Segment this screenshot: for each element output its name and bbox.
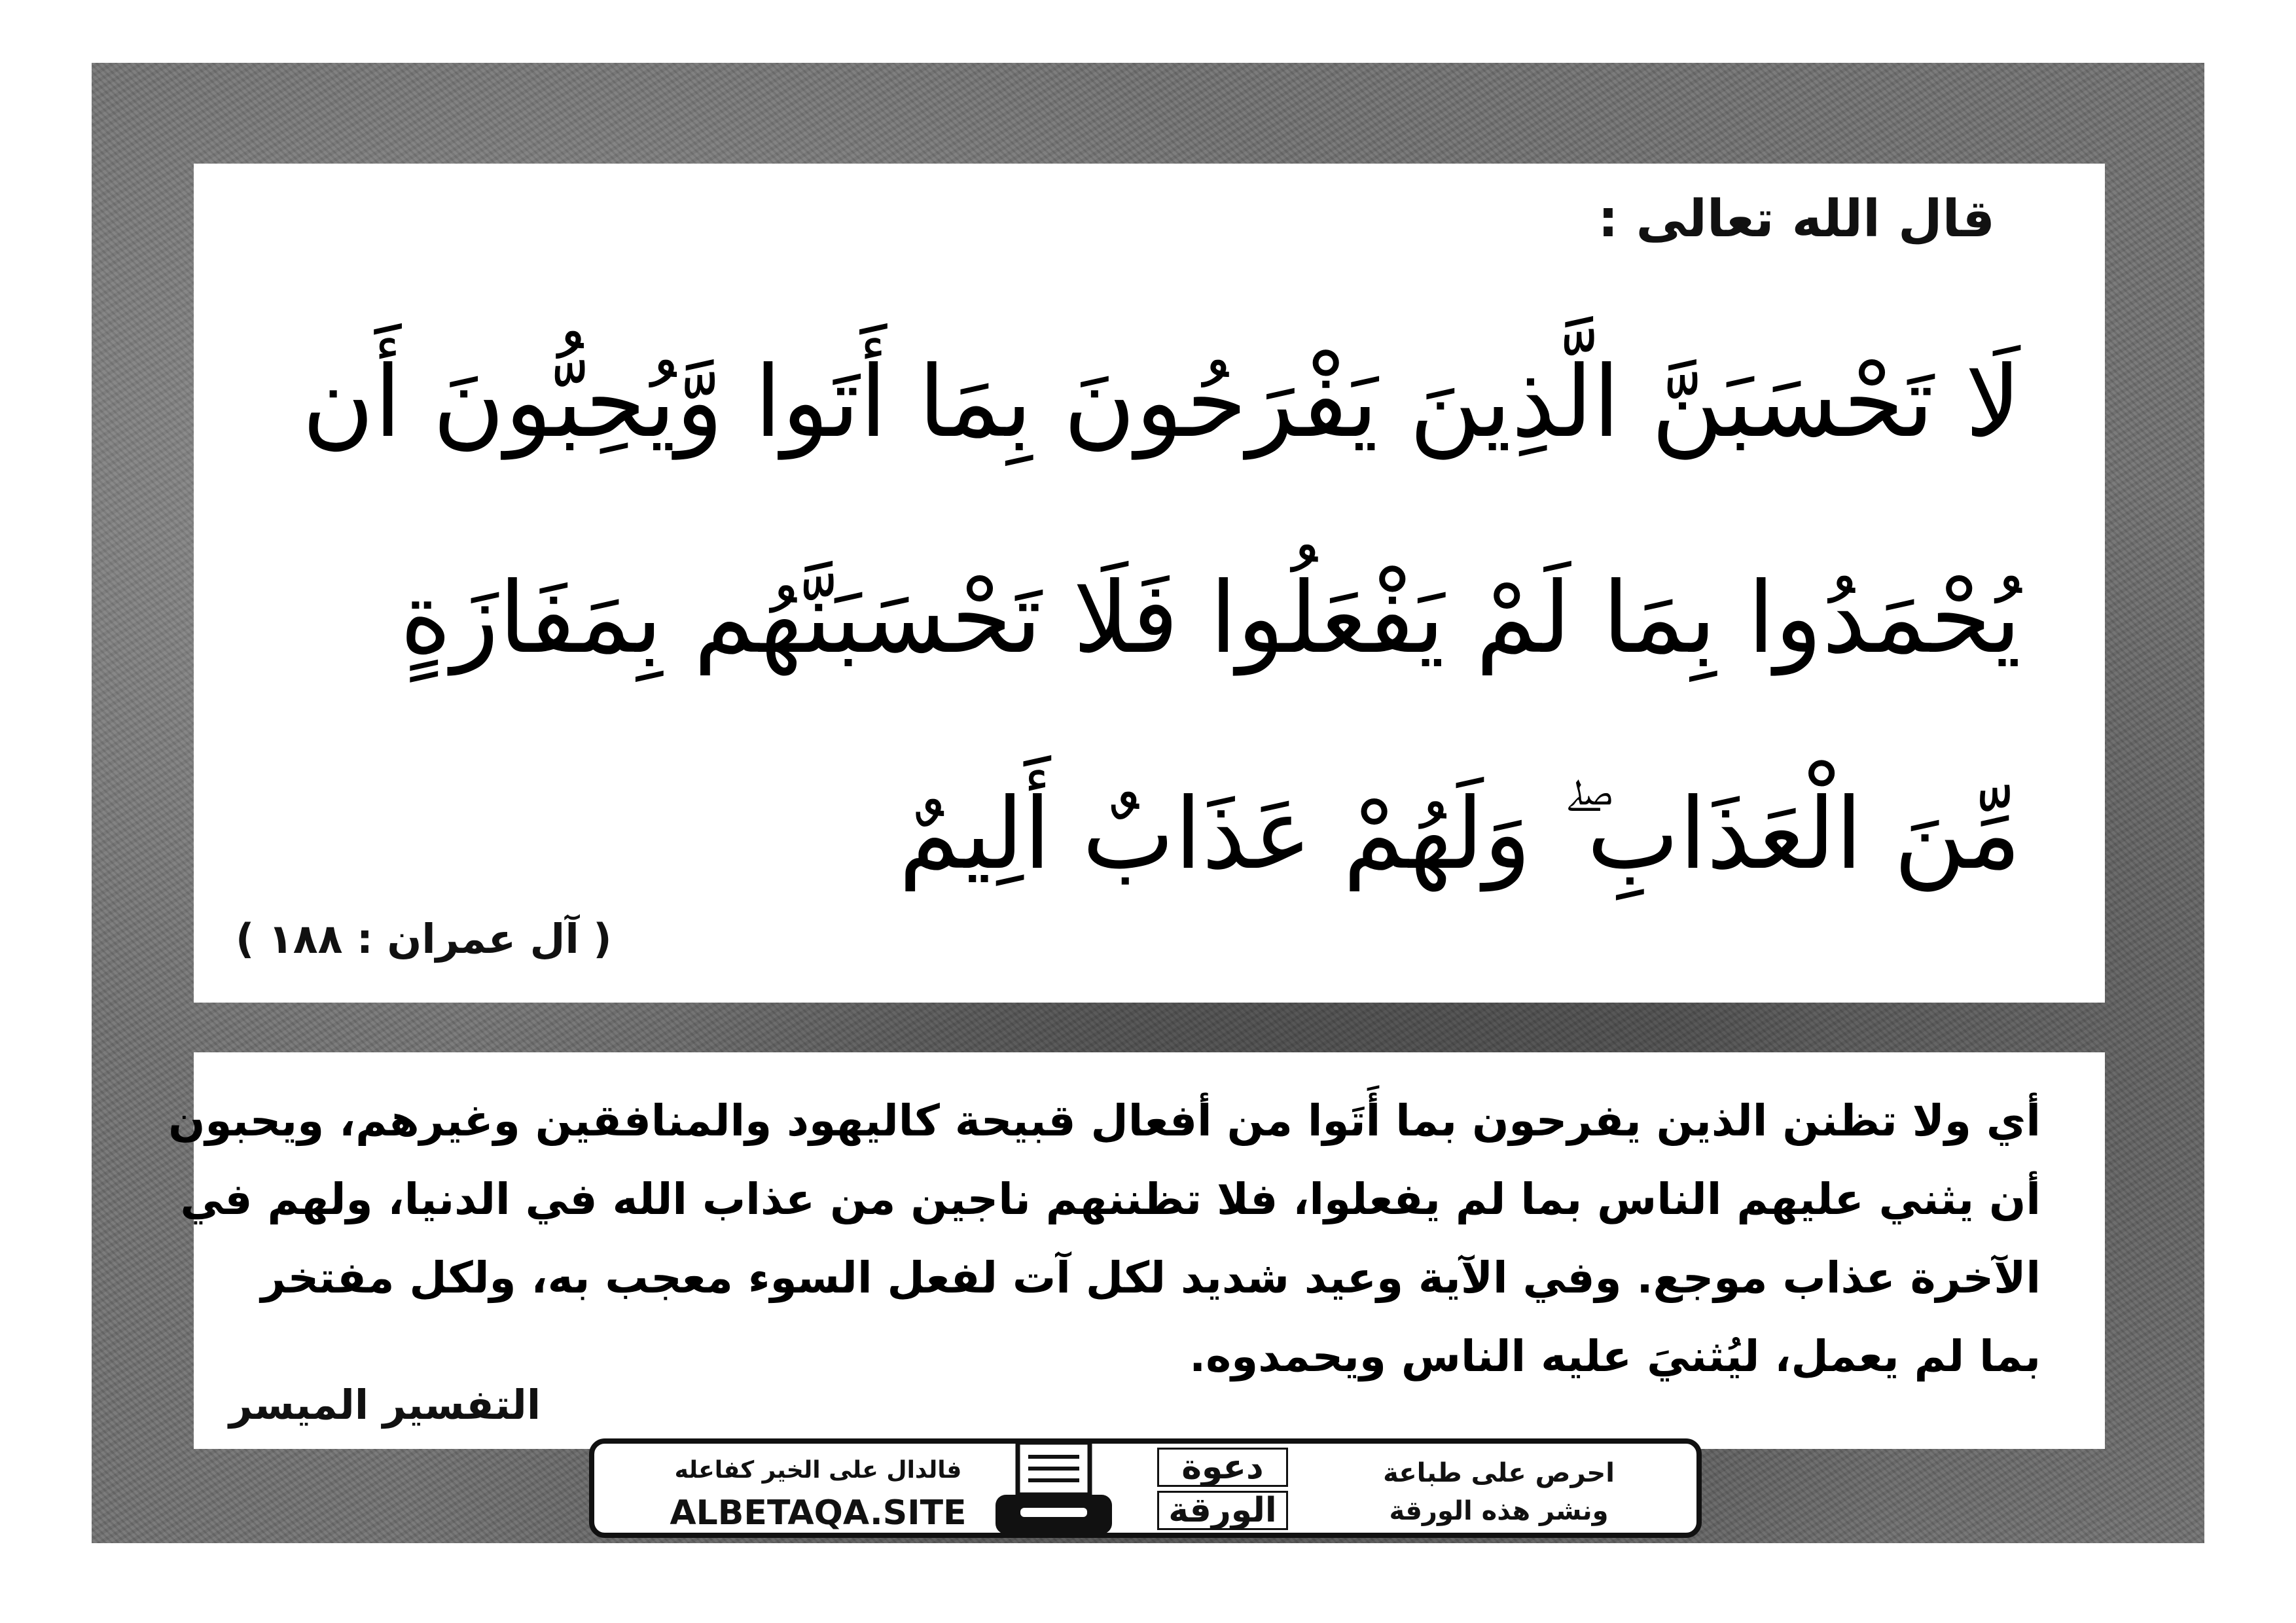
logo-text-top: دعوة [1157, 1448, 1288, 1487]
verse-line-2: يُحْمَدُوا بِمَا لَمْ يَفْعَلُوا فَلَا تَحْسَبَنَّهُم بِمَفَازَةٍ [400, 562, 2021, 675]
footer-note-line-1: احرص على طباعة [1383, 1458, 1615, 1488]
verse-line-3: مِّنَ الْعَذَابِ ۖ وَلَهُمْ عَذَابٌ أَلِيمٌ [899, 777, 2021, 891]
tafsir-source: التفسير الميسر [229, 1381, 541, 1429]
tafsir-line-3: الآخرة عذاب موجع. وفي الآية وعيد شديد لكل آت لفعل السوء معجب به، ولكل مفتخر [260, 1253, 2041, 1303]
tafsir-line-4: بما لم يعمل، ليُثنيَ عليه الناس ويحمدوه. [1189, 1331, 2041, 1382]
verse-line-1: لَا تَحْسَبَنَّ الَّذِينَ يَفْرَحُونَ بِمَا أَتَوا وَّيُحِبُّونَ أَن [302, 346, 2021, 459]
logo-text-bottom: الورقة [1157, 1491, 1288, 1530]
printer-icon [992, 1440, 1116, 1538]
verse-reference: ( آل عمران : ١٨٨ ) [236, 915, 612, 963]
footer-note-line-2: ونشر هذه الورقة [1389, 1496, 1609, 1526]
footer-slogan: فالدال على الخير كفاعله [674, 1457, 962, 1484]
tafsir-line-2: أن يثني عليهم الناس بما لم يفعلوا، فلا تظننهم ناجين من عذاب الله في الدنيا، ولهم في [180, 1174, 2041, 1224]
tafsir-line-1: أي ولا تظنن الذين يفرحون بما أَتَوا من أفعال قبيحة كاليهود والمنافقين وغيرهم، ويحبون [168, 1096, 2041, 1146]
heading: قال الله تعالى : [1598, 190, 1995, 249]
site-link[interactable]: ALBETAQA.SITE [670, 1493, 967, 1533]
